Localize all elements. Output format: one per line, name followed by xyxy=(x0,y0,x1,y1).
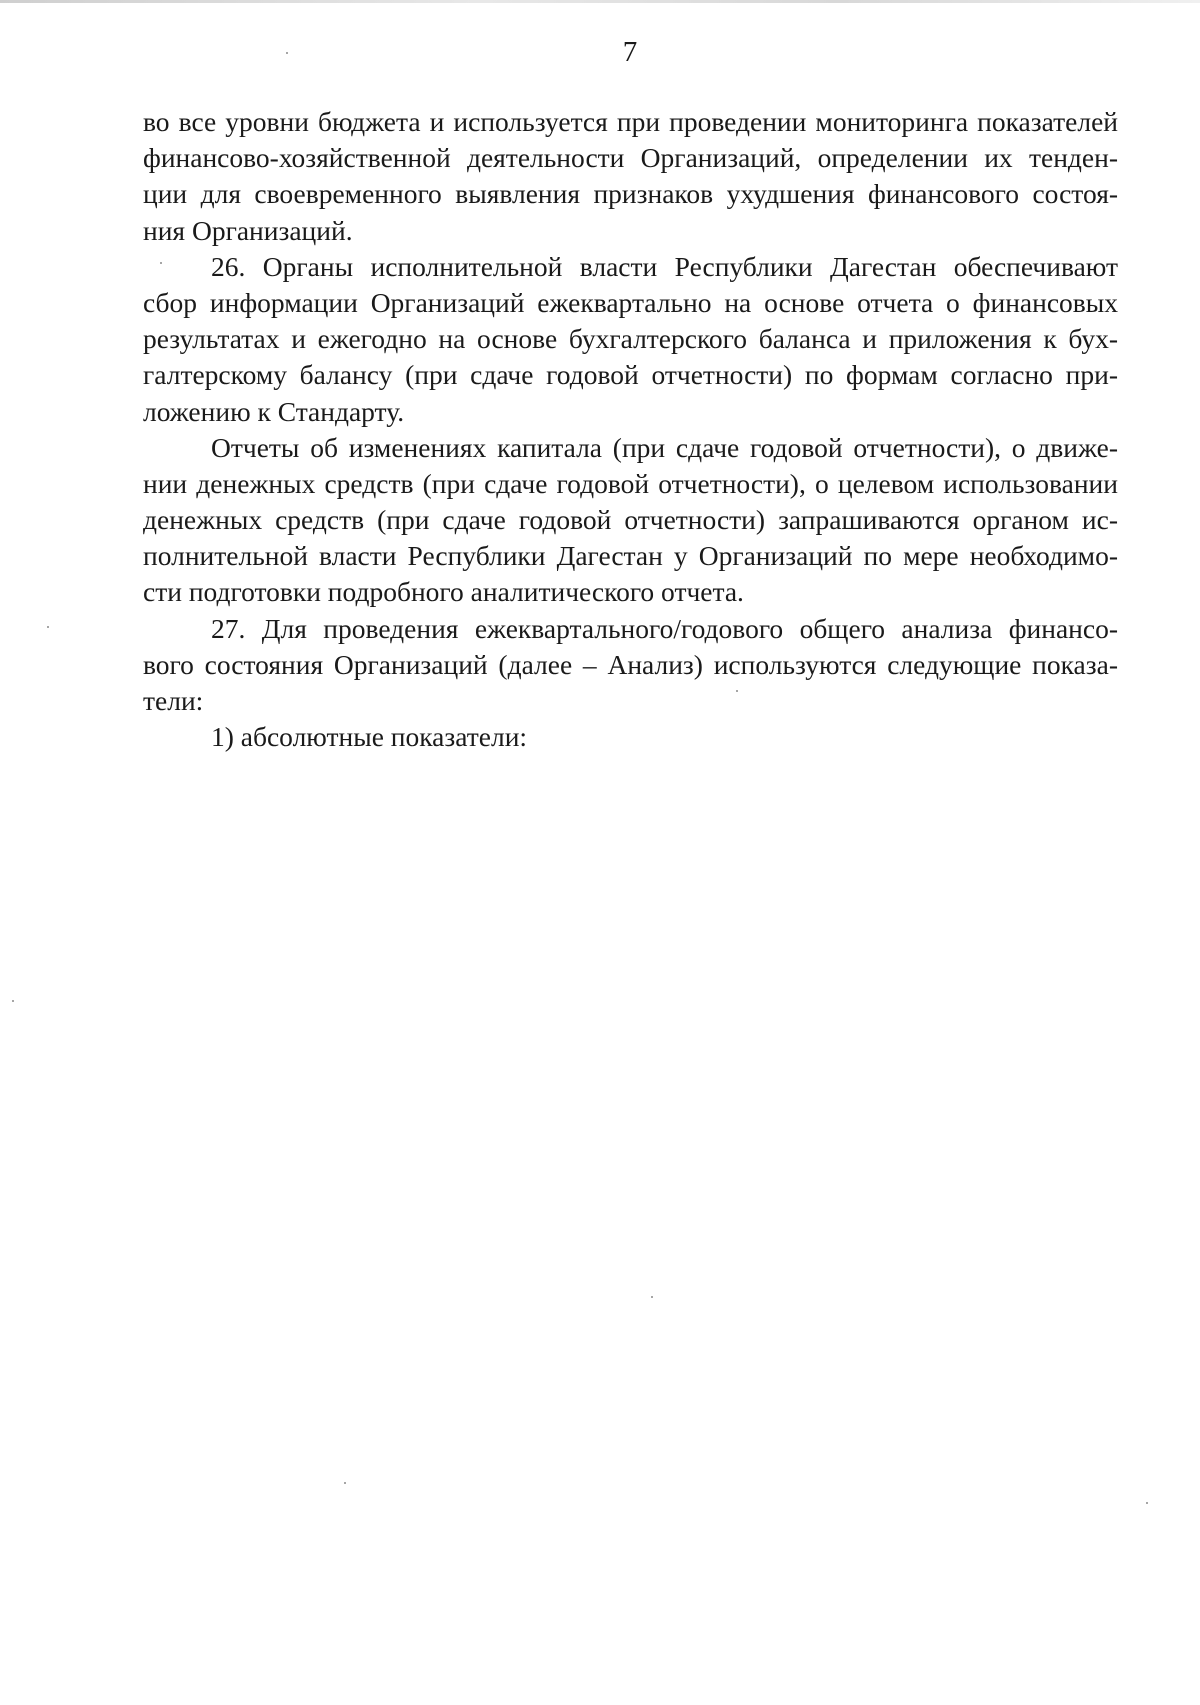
page-number: 7 xyxy=(622,36,638,68)
scan-speck xyxy=(160,262,162,264)
scan-speck xyxy=(651,1296,653,1298)
text-line: ложению к Стандарту. xyxy=(143,395,405,427)
text-line: Отчеты об изменениях капитала (при сдаче годовой отчетности), о движе- xyxy=(211,431,1118,463)
scan-speck xyxy=(286,52,288,54)
text-line: денежных средств (при сдаче годовой отчетности) запрашиваются органом ис- xyxy=(143,504,1118,536)
text-line: результатах и ежегодно на основе бухгалтерского баланса и приложения к бух- xyxy=(143,323,1118,355)
scan-speck xyxy=(736,690,738,692)
paragraph-continuation xyxy=(143,104,1118,249)
paragraph-26 xyxy=(143,249,1118,430)
text-line: ния Организаций. xyxy=(143,214,353,246)
scan-speck xyxy=(1146,1502,1148,1504)
scan-speck xyxy=(344,1482,346,1484)
text-line: полнительной власти Республики Дагестан у Организаций по мере необходимо- xyxy=(143,540,1118,572)
text-line: во все уровни бюджета и используется при проведении мониторинга показателей xyxy=(143,106,1118,137)
scan-edge xyxy=(0,0,1200,3)
text-line: галтерскому балансу (при сдаче годовой отчетности) по формам согласно при- xyxy=(143,359,1118,391)
paragraph-27 xyxy=(143,611,1118,720)
text-line: ции для своевременного выявления признаков ухудшения финансового состоя- xyxy=(143,178,1118,210)
paragraph-reports xyxy=(143,430,1118,611)
paragraph-item-1 xyxy=(143,719,1118,755)
scan-speck xyxy=(12,1000,14,1002)
text-line: финансово-хозяйственной деятельности Организаций, определении их тенден- xyxy=(143,142,1118,174)
document-body xyxy=(143,104,1118,755)
text-line: тели: xyxy=(143,685,204,716)
text-line: сбор информации Организаций ежеквартально на основе отчета о финансовых xyxy=(143,286,1118,318)
text-line: 1) абсолютные показатели: xyxy=(211,721,528,753)
text-line: вого состояния Организаций (далее – Анализ) используются следующие показа- xyxy=(143,648,1118,680)
text-line: сти подготовки подробного аналитического отчета. xyxy=(143,576,744,608)
scan-speck xyxy=(47,626,49,628)
text-line: 27. Для проведения ежеквартального/годового общего анализа финансо- xyxy=(211,612,1118,644)
text-line: 26. Органы исполнительной власти Республики Дагестан обеспечивают xyxy=(211,250,1118,282)
text-line: нии денежных средств (при сдаче годовой отчетности), о целевом использовании xyxy=(143,467,1118,499)
